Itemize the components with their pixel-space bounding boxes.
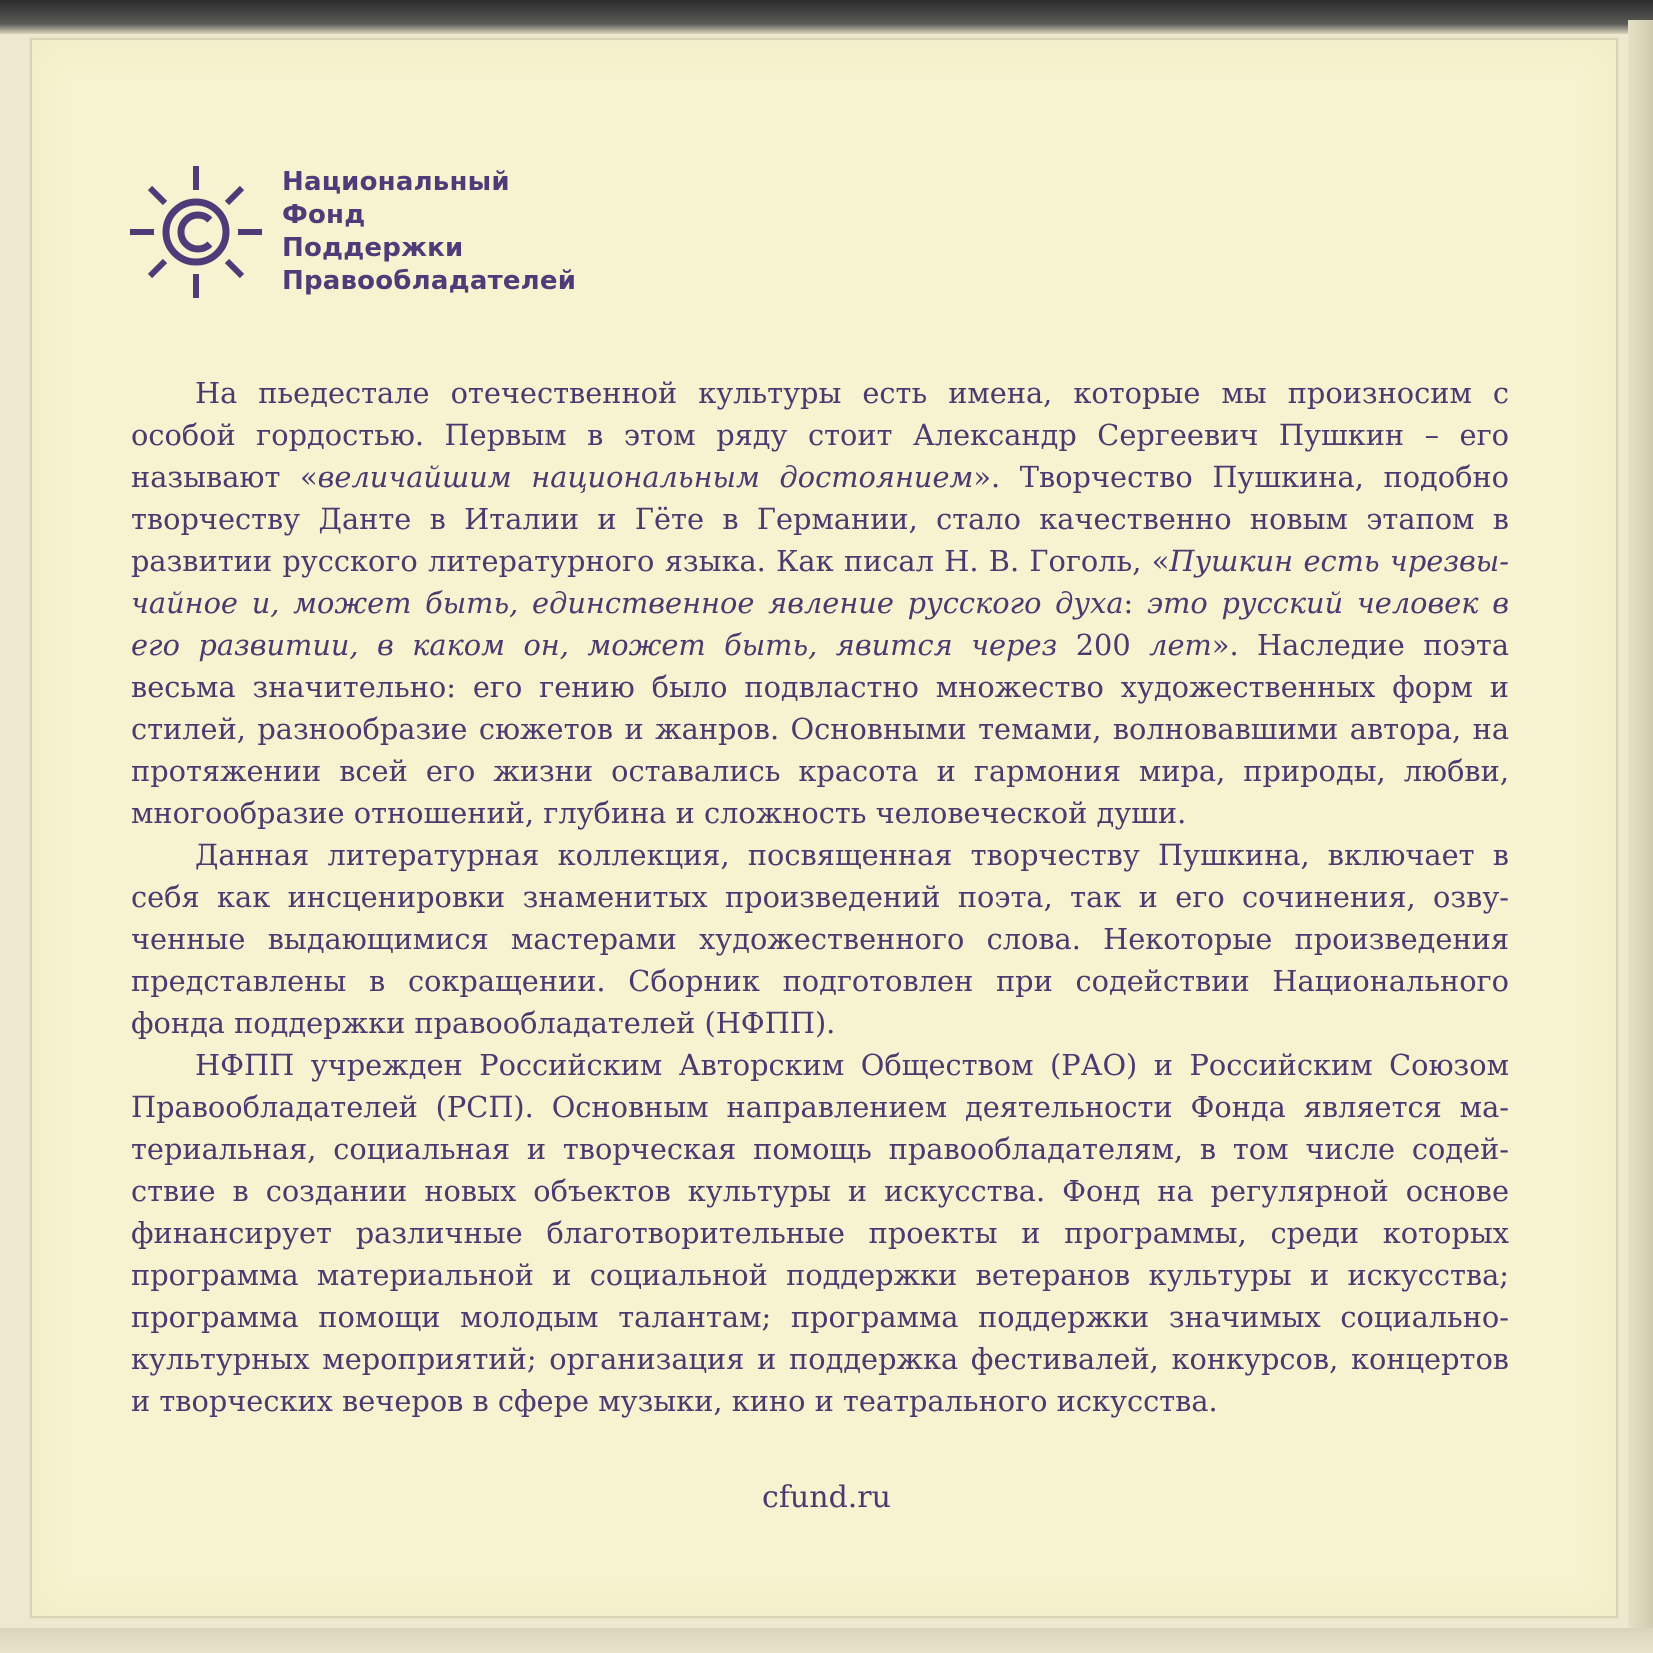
website-url: cfund.ru (762, 1480, 891, 1515)
paragraph-1-quote-1: величайшим национальным достоянием (317, 460, 974, 494)
logo-line-2: Фонд (282, 200, 366, 230)
paragraph-1-quote-4: лет (1149, 628, 1212, 662)
paragraph-1-quote-3: это русский человек в его развитии, в каком он, может быть, явится через (131, 586, 1509, 662)
logo-line-1: Национальный (282, 167, 510, 197)
foundation-logo-text (282, 166, 576, 298)
box-bottom-edge (0, 1628, 1653, 1653)
paragraph-1-quote-2: Пушкин есть чрезвычайное и, может быть, единственное явление русского духа (131, 544, 1509, 620)
paragraph-1-part-e: : (1123, 586, 1147, 620)
paragraph-1-part-a: На пьедестале отечественной культуры есть имена, которые мы произносим с особой гордостью. Первым в этом ряду стоит Александр Сергеевич Пушкин – его называют « (131, 376, 1509, 494)
paragraph-1 (131, 372, 1509, 834)
logo-line-3: Поддержки (282, 233, 464, 263)
body-text (131, 372, 1509, 1422)
box-top-edge (0, 0, 1653, 34)
paragraph-2: Данная литературная коллекция, посвященная творчеству Пушкина, включает в себя как инсценировки знаменитых произведений поэта, так и его сочинения, озвученные выдающимися мастерами художественного слова. Некоторые произведения представлены в сокращении. Сборник подготовлен при содействии Национального фонда поддержки правообладателей (НФПП). (131, 838, 1509, 1040)
paragraph-1-part-i: ». Наследие поэта весьма значительно: его гению было подвластно множество художественных форм и стилей, разнообразие сюжетов и жанров. Основными темами, волновавшими автора, на протяжении всей его жизни оставались красота и гармония мира, природы, любви, многообразие отношений, глубина и сложность человеческой души. (131, 628, 1509, 830)
paragraph-3: НФПП учрежден Российским Авторским Обществом (РАО) и Российским Союзом Правообладателей (РСП). Основным направлением деятельности Фонда является материальная, социальная и творческая помощь правообладателям, в том числе содействие в создании новых объектов культуры и искусства. Фонд на регулярной основе финансирует различные благотворительные проекты и программы, среди которых программа материальной и социальной поддержки ветеранов культуры и искусства; программа помощи молодым талантам; программа поддержки значимых социально-культурных мероприятий; организация и поддержка фестивалей, конкурсов, концертов и творческих вечеров в сфере музыки, кино и театрального искусства. (131, 1048, 1509, 1418)
copyright-sun-icon (126, 162, 266, 302)
logo-line-4: Правообладателей (282, 266, 577, 296)
paragraph-1-number: 200 (1057, 628, 1150, 662)
box-right-edge (1628, 20, 1653, 1653)
paragraph-1-part-c: ». Творчество Пушкина, подобно творчеству Данте в Италии и Гёте в Германии, стало качественно новым этапом в развитии русского литературного языка. Как писал Н. В. Гоголь, « (131, 460, 1509, 578)
